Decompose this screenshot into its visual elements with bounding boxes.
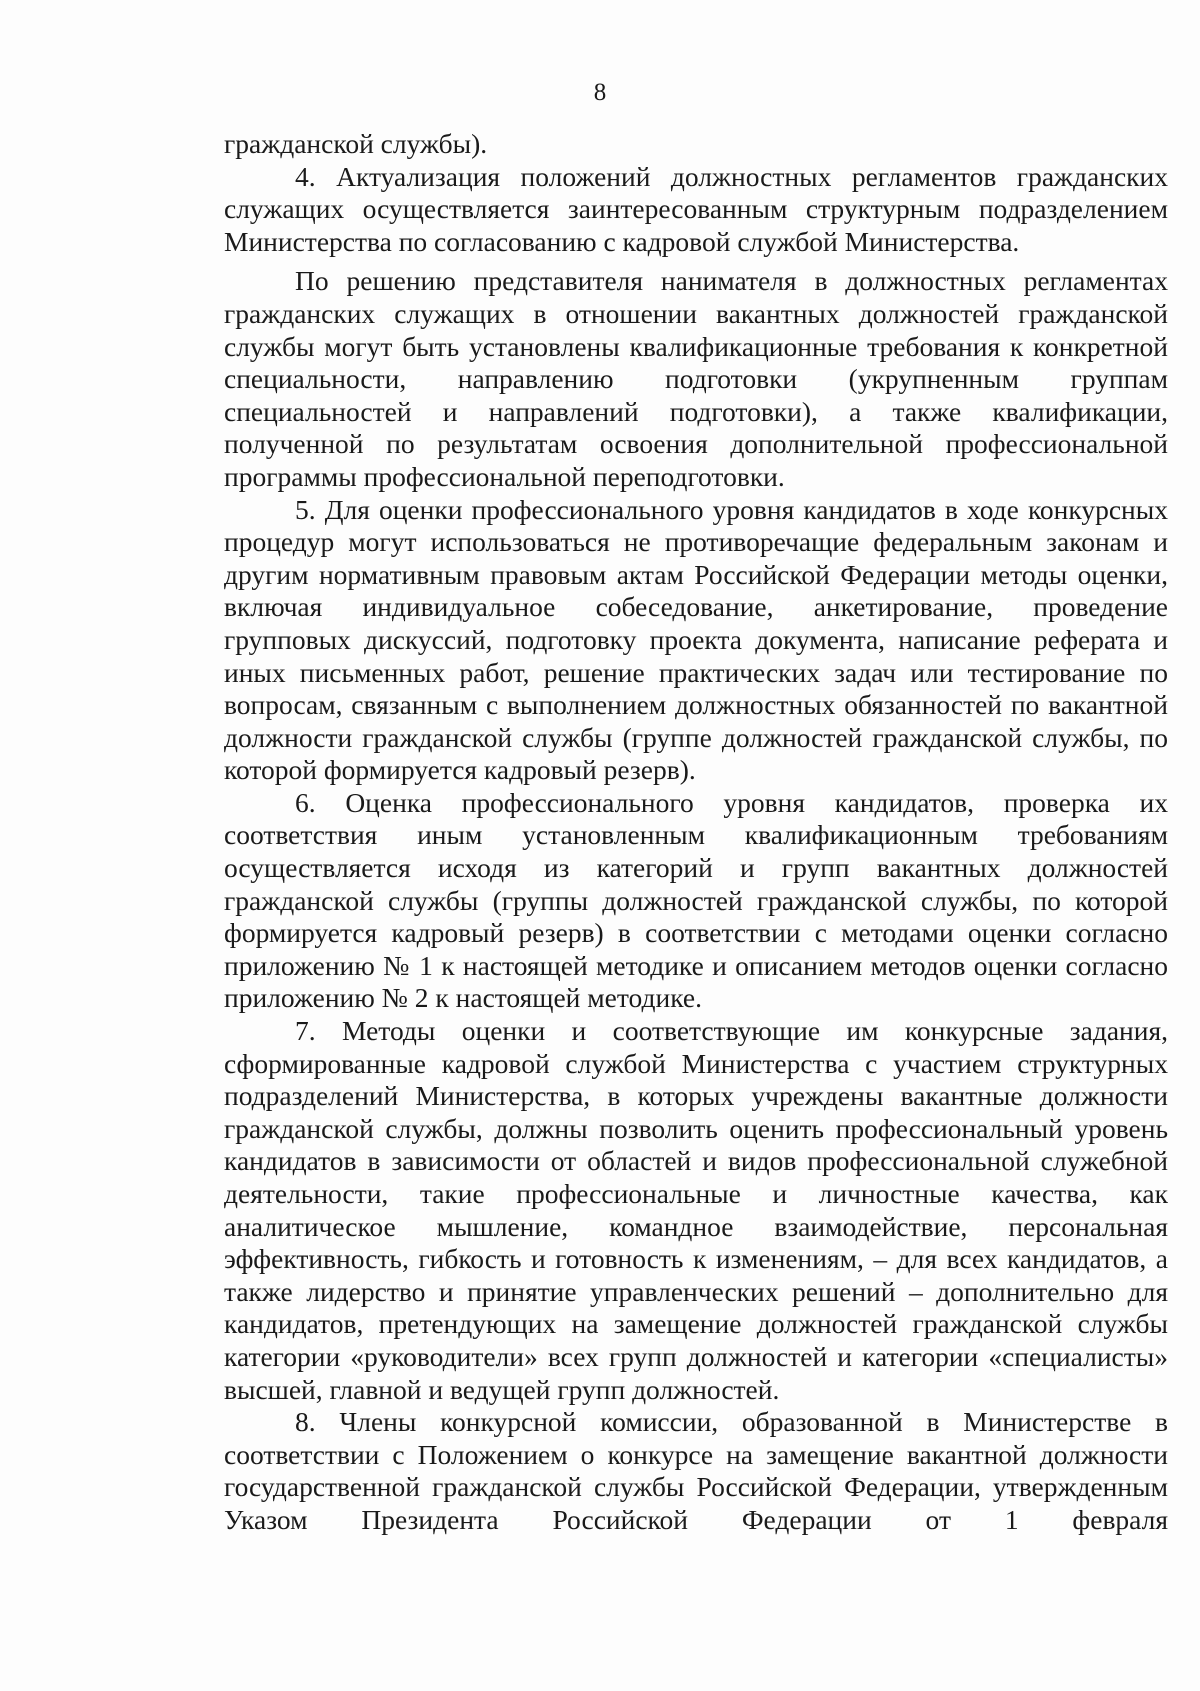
- page-number: 8: [593, 79, 607, 106]
- paragraph-continuation: гражданской службы).: [224, 128, 488, 159]
- paragraph-item-6: 6. Оценка профессионального уровня кандидатов, проверка их соответствия иным установленным квалификационным требованиям осуществляется исходя из категорий и групп вакантных должностей гражданской службы (группы должностей гражданской службы, по которой формируется кадровый резерв) в соответствии с методами оценки согласно приложению № 1 к настоящей методике и описанием методов оценки согласно приложению № 2 к настоящей методике.: [224, 786, 1168, 1014]
- paragraph-item-5: 5. Для оценки профессионального уровня кандидатов в ходе конкурсных процедур могут использоваться не противоречащие федеральным законам и другим нормативным правовым актам Российской Федерации методы оценки, включая индивидуальное собеседование, анкетирование, проведение групповых дискуссий, подготовку проекта документа, написание реферата и иных письменных работ, решение практических задач или тестирование по вопросам, связанным с выполнением должностных обязанностей по вакантной должности гражданской службы (группе должностей гражданской службы, по которой формируется кадровый резерв).: [224, 493, 1168, 786]
- paragraph-item-8: 8. Члены конкурсной комиссии, образованной в Министерстве в соответствии с Положением о конкурсе на замещение вакантной должности государственной гражданской службы Российской Федерации, утвержденным Указом Президента Российской Федерации от 1 февраля: [224, 1406, 1168, 1535]
- paragraph-item-7: 7. Методы оценки и соответствующие им конкурсные задания, сформированные кадровой службой Министерства с участием структурных подразделений Министерства, в которых учреждены вакантные должности гражданской службы, должны позволить оценить профессиональный уровень кандидатов в зависимости от областей и видов профессиональной служебной деятельности, такие профессиональные и личностные качества, как аналитическое мышление, командное взаимодействие, персональная эффективность, гибкость и готовность к изменениям, – для всех кандидатов, а также лидерство и принятие управленческих решений – дополнительно для кандидатов, претендующих на замещение должностей гражданской службы категории «руководители» всех групп должностей и категории «специалисты» высшей, главной и ведущей групп должностей.: [224, 1015, 1168, 1405]
- paragraph-item-4: 4. Актуализация положений должностных регламентов гражданских служащих осуществляется заинтересованным структурным подразделением Министерства по согласованию с кадровой службой Министерства.: [224, 160, 1168, 257]
- paragraph-item-4-note: По решению представителя нанимателя в должностных регламентах гражданских служащих в отношении вакантных должностей гражданской службы могут быть установлены квалификационные требования к конкретной специальности, направлению подготовки (укрупненным группам специальностей и направлений подготовки), а также квалификации, полученной по результатам освоения дополнительной профессиональной программы профессиональной переподготовки.: [224, 265, 1168, 492]
- document-body: [224, 128, 1168, 1537]
